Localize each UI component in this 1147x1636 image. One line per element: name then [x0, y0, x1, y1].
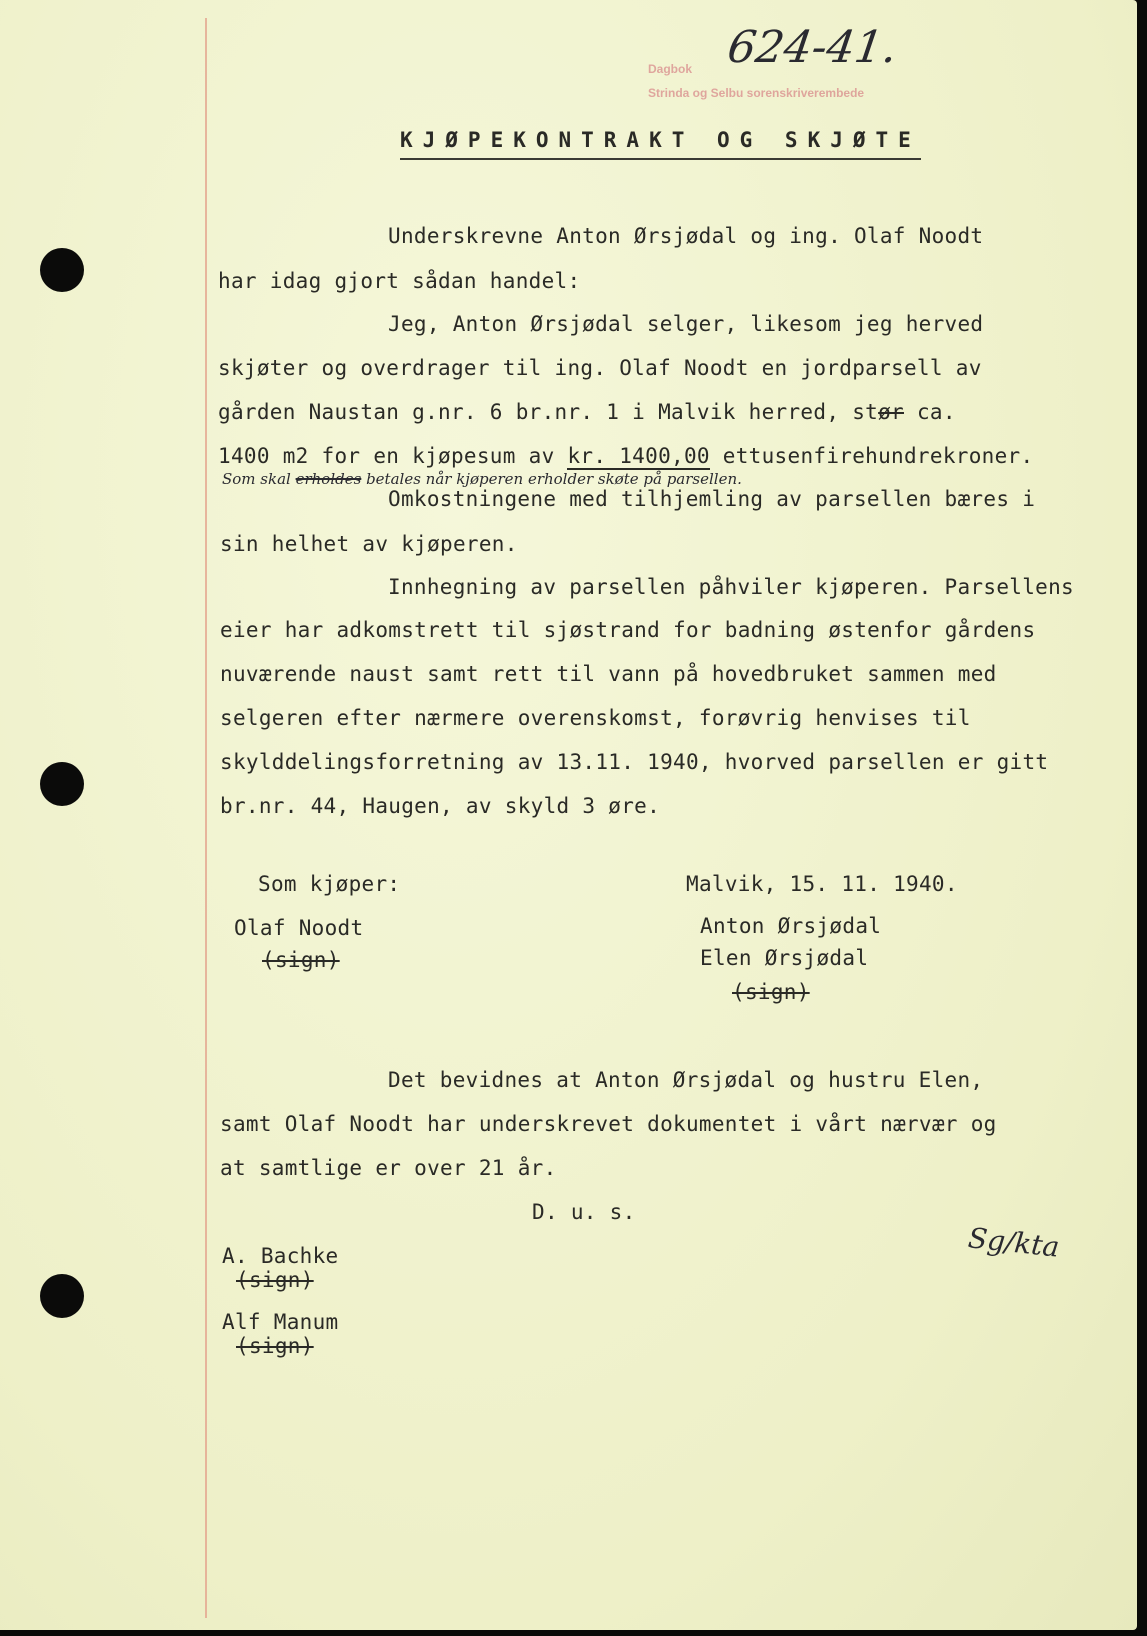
buyer-label: Som kjøper: [258, 872, 401, 896]
dus: D. u. s. [532, 1200, 636, 1224]
body-line-14: br.nr. 44, Haugen, av skyld 3 øre. [220, 794, 661, 818]
handwritten-insertion: Som skal erholdes betales når kjøperen erholder skøte på parsellen. [222, 470, 742, 488]
place-date: Malvik, 15. 11. 1940. [686, 872, 958, 896]
punch-hole [40, 762, 84, 806]
witness-line-3: at samtlige er over 21 år. [220, 1156, 557, 1180]
witness-line-2: samt Olaf Noodt har underskrevet dokumentet i vårt nærvær og [220, 1112, 997, 1136]
body-line-6: 1400 m2 for en kjøpesum av kr. 1400,00 ettusenfirehundrekroner. [218, 444, 1034, 468]
body-line-13: skylddelingsforretning av 13.11. 1940, hvorved parsellen er gitt [220, 750, 1049, 774]
body-line-11: nuværende naust samt rett til vann på hovedbruket sammen med [220, 662, 997, 686]
body-line-9: Innhegning av parsellen påhviler kjøperen. Parsellens [388, 575, 1074, 599]
witness-1-sign: (sign) [236, 1268, 314, 1292]
witness-2-sign: (sign) [236, 1334, 314, 1358]
seller-sign: (sign) [732, 980, 810, 1004]
body-line-5: gården Naustan g.nr. 6 br.nr. 1 i Malvik herred, stør ca. [218, 400, 956, 424]
buyer-name: Olaf Noodt [234, 916, 364, 940]
body-line-12: selgeren efter nærmere overenskomst, forøvrig henvises til [220, 706, 971, 730]
body-line-1: Underskrevne Anton Ørsjødal og ing. Olaf Noodt [388, 224, 984, 248]
witness-1-name: A. Bachke [222, 1244, 339, 1268]
case-number: 624-41. [724, 22, 901, 73]
seller-2: Elen Ørsjødal [700, 946, 869, 970]
seller-1: Anton Ørsjødal [700, 914, 882, 938]
stamp-line-1: Dagbok [648, 62, 693, 76]
document-title: KJØPEKONTRAKT OG SKJØTE [400, 128, 921, 160]
body-line-7: Omkostningene med tilhjemling av parsellen bæres i [388, 487, 1036, 511]
stamp-line-2: Strinda og Selbu sorenskriverembede [648, 86, 865, 100]
body-line-4: skjøter og overdrager til ing. Olaf Noodt en jordparsell av [218, 356, 982, 380]
witness-line-1: Det bevidnes at Anton Ørsjødal og hustru Elen, [388, 1068, 984, 1092]
body-line-2: har idag gjort sådan handel: [218, 269, 581, 293]
punch-hole [40, 248, 84, 292]
clerk-initials: Sg/kta [966, 1221, 1061, 1264]
margin-line [205, 18, 207, 1618]
body-line-3: Jeg, Anton Ørsjødal selger, likesom jeg herved [388, 312, 984, 336]
witness-2-name: Alf Manum [222, 1310, 339, 1334]
body-line-8: sin helhet av kjøperen. [220, 532, 518, 556]
buyer-sign: (sign) [262, 948, 340, 972]
body-line-10: eier har adkomstrett til sjøstrand for badning østenfor gårdens [220, 618, 1036, 642]
punch-hole [40, 1274, 84, 1318]
